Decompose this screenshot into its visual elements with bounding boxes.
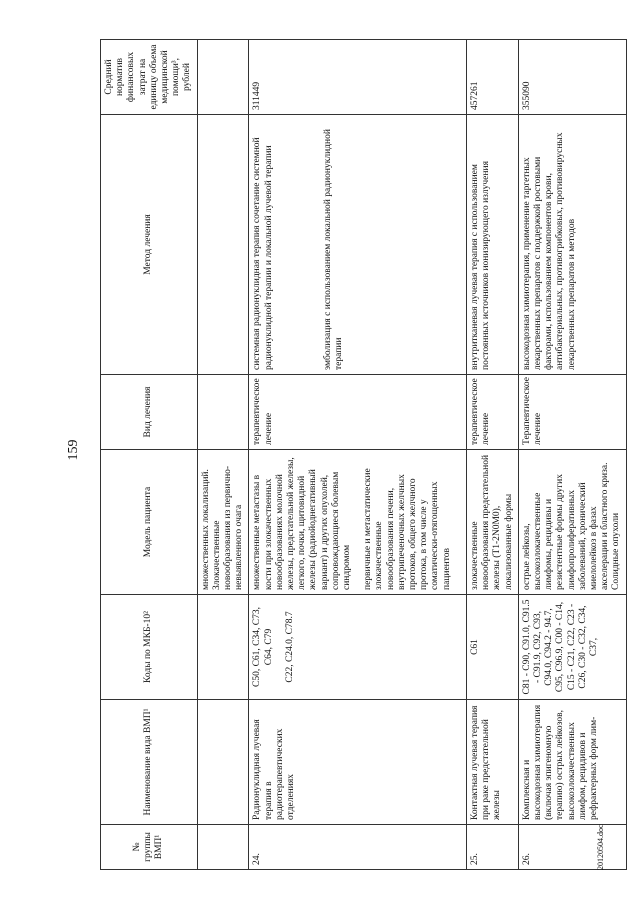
row-model: множественные метастазы в кости при злокачественных новообразованиях молочной железы, предстательной железы, легкого, почки, щитовидной железы (радиойоднегативный вариант) и других опухолей, сопровождающиеся болевым синдромом	[252, 457, 353, 590]
continuation-model: множественных локализаций. Злокачественные новообразования из первично-невыявленного очага	[197, 450, 249, 595]
table-row	[518, 40, 626, 870]
row-num: 24.	[249, 825, 466, 870]
row-cost: 457261	[466, 40, 518, 115]
row-codes: C22, C24.0, C78.7	[284, 611, 295, 683]
row-codes: C81 - C90, C91.0, C91.5 - C91.9, C92, C93, C94.0, C94.2 - 94.7, C95, C96.9, C00 - C14, C15 - C21, C22, C23 - C26, C30 - C32, C34, C37,	[518, 595, 626, 700]
footer-filename: 20120504.doc	[596, 824, 605, 870]
table-row	[249, 40, 466, 870]
continuation-row	[197, 40, 249, 870]
row-method: внутритканевая лучевая терапия с использованием постоянных источников ионизирующего излучения	[466, 115, 518, 375]
row-name: Контактная лучевая терапия при раке предстательной железы	[466, 700, 518, 825]
table-header-row	[101, 40, 198, 870]
row-model: злокачественные новообразования предстательной железы (T1-2N0M0), локализованные формы	[466, 450, 518, 595]
row-treatment: терапевтическое лечение	[252, 378, 274, 445]
row-model: острые лейкозы, высокозлокачественные лимфомы, рецидивы и резистентные формы других лимфопролиферативных заболеваний, хронический миелолейкоз в фазах акселерации и бластного криза. Солидные опухоли	[518, 450, 626, 595]
header-treatment: Вид лечения	[101, 375, 198, 450]
header-cost: Средний норматив финансовых затрат на единицу объема медицинской помощи³, рублей	[101, 40, 198, 115]
header-name: Наименование вида ВМП¹	[101, 700, 198, 825]
header-model: Модель пациента	[101, 450, 198, 595]
row-name: Радионуклидная лучевая терапия в радиотерапевтических отделениях	[249, 700, 466, 825]
header-codes: Коды по МКБ-10²	[101, 595, 198, 700]
row-cost: 311449	[249, 40, 466, 115]
row-treatment: Терапевтическое лечение	[518, 375, 626, 450]
row-method: высокодозная химиотерапия, применение таргетных лекарственных препаратов с поддержкой ростовыми факторами, использованием компонентов крови, антибактериальных, противогрибковых, противовирусных лекарственных препаратов и методов	[518, 115, 626, 375]
row-treatment: терапевтическое лечение	[466, 375, 518, 450]
row-num: 25.	[466, 825, 518, 870]
row-codes: C61	[466, 595, 518, 700]
row-cost: 355090	[518, 40, 626, 115]
header-method: Метод лечения	[101, 115, 198, 375]
table-row	[466, 40, 518, 870]
row-codes: C50, C61, C34, C73, C64, C79	[252, 607, 274, 687]
page-number: 159	[66, 439, 81, 461]
row-method: эмболизация с использованием локальной радионуклидной терапии	[322, 129, 345, 370]
row-num: 26.	[518, 825, 626, 870]
vmp-table	[100, 39, 627, 870]
row-method: системная радионуклидная терапия сочетание системной радионуклидной терапии и локальной лучевой терапии	[252, 137, 274, 370]
row-model: первичные и метастатические злокачественные новообразования печени, внутрипеченочных желчных протоков, общего желчного протока, в том числе у соматически-отягощенных пациентов	[363, 468, 452, 590]
rotated-page	[60, 20, 620, 880]
header-num: № группы ВМП¹	[101, 825, 198, 870]
row-name: Комплексная и высокодозная химиотерапия (включая эпигеномную терапию) острых лейкозов, высокозлокачественных лимфом, рецидивов и рефрактерных форм лим-	[518, 700, 626, 825]
